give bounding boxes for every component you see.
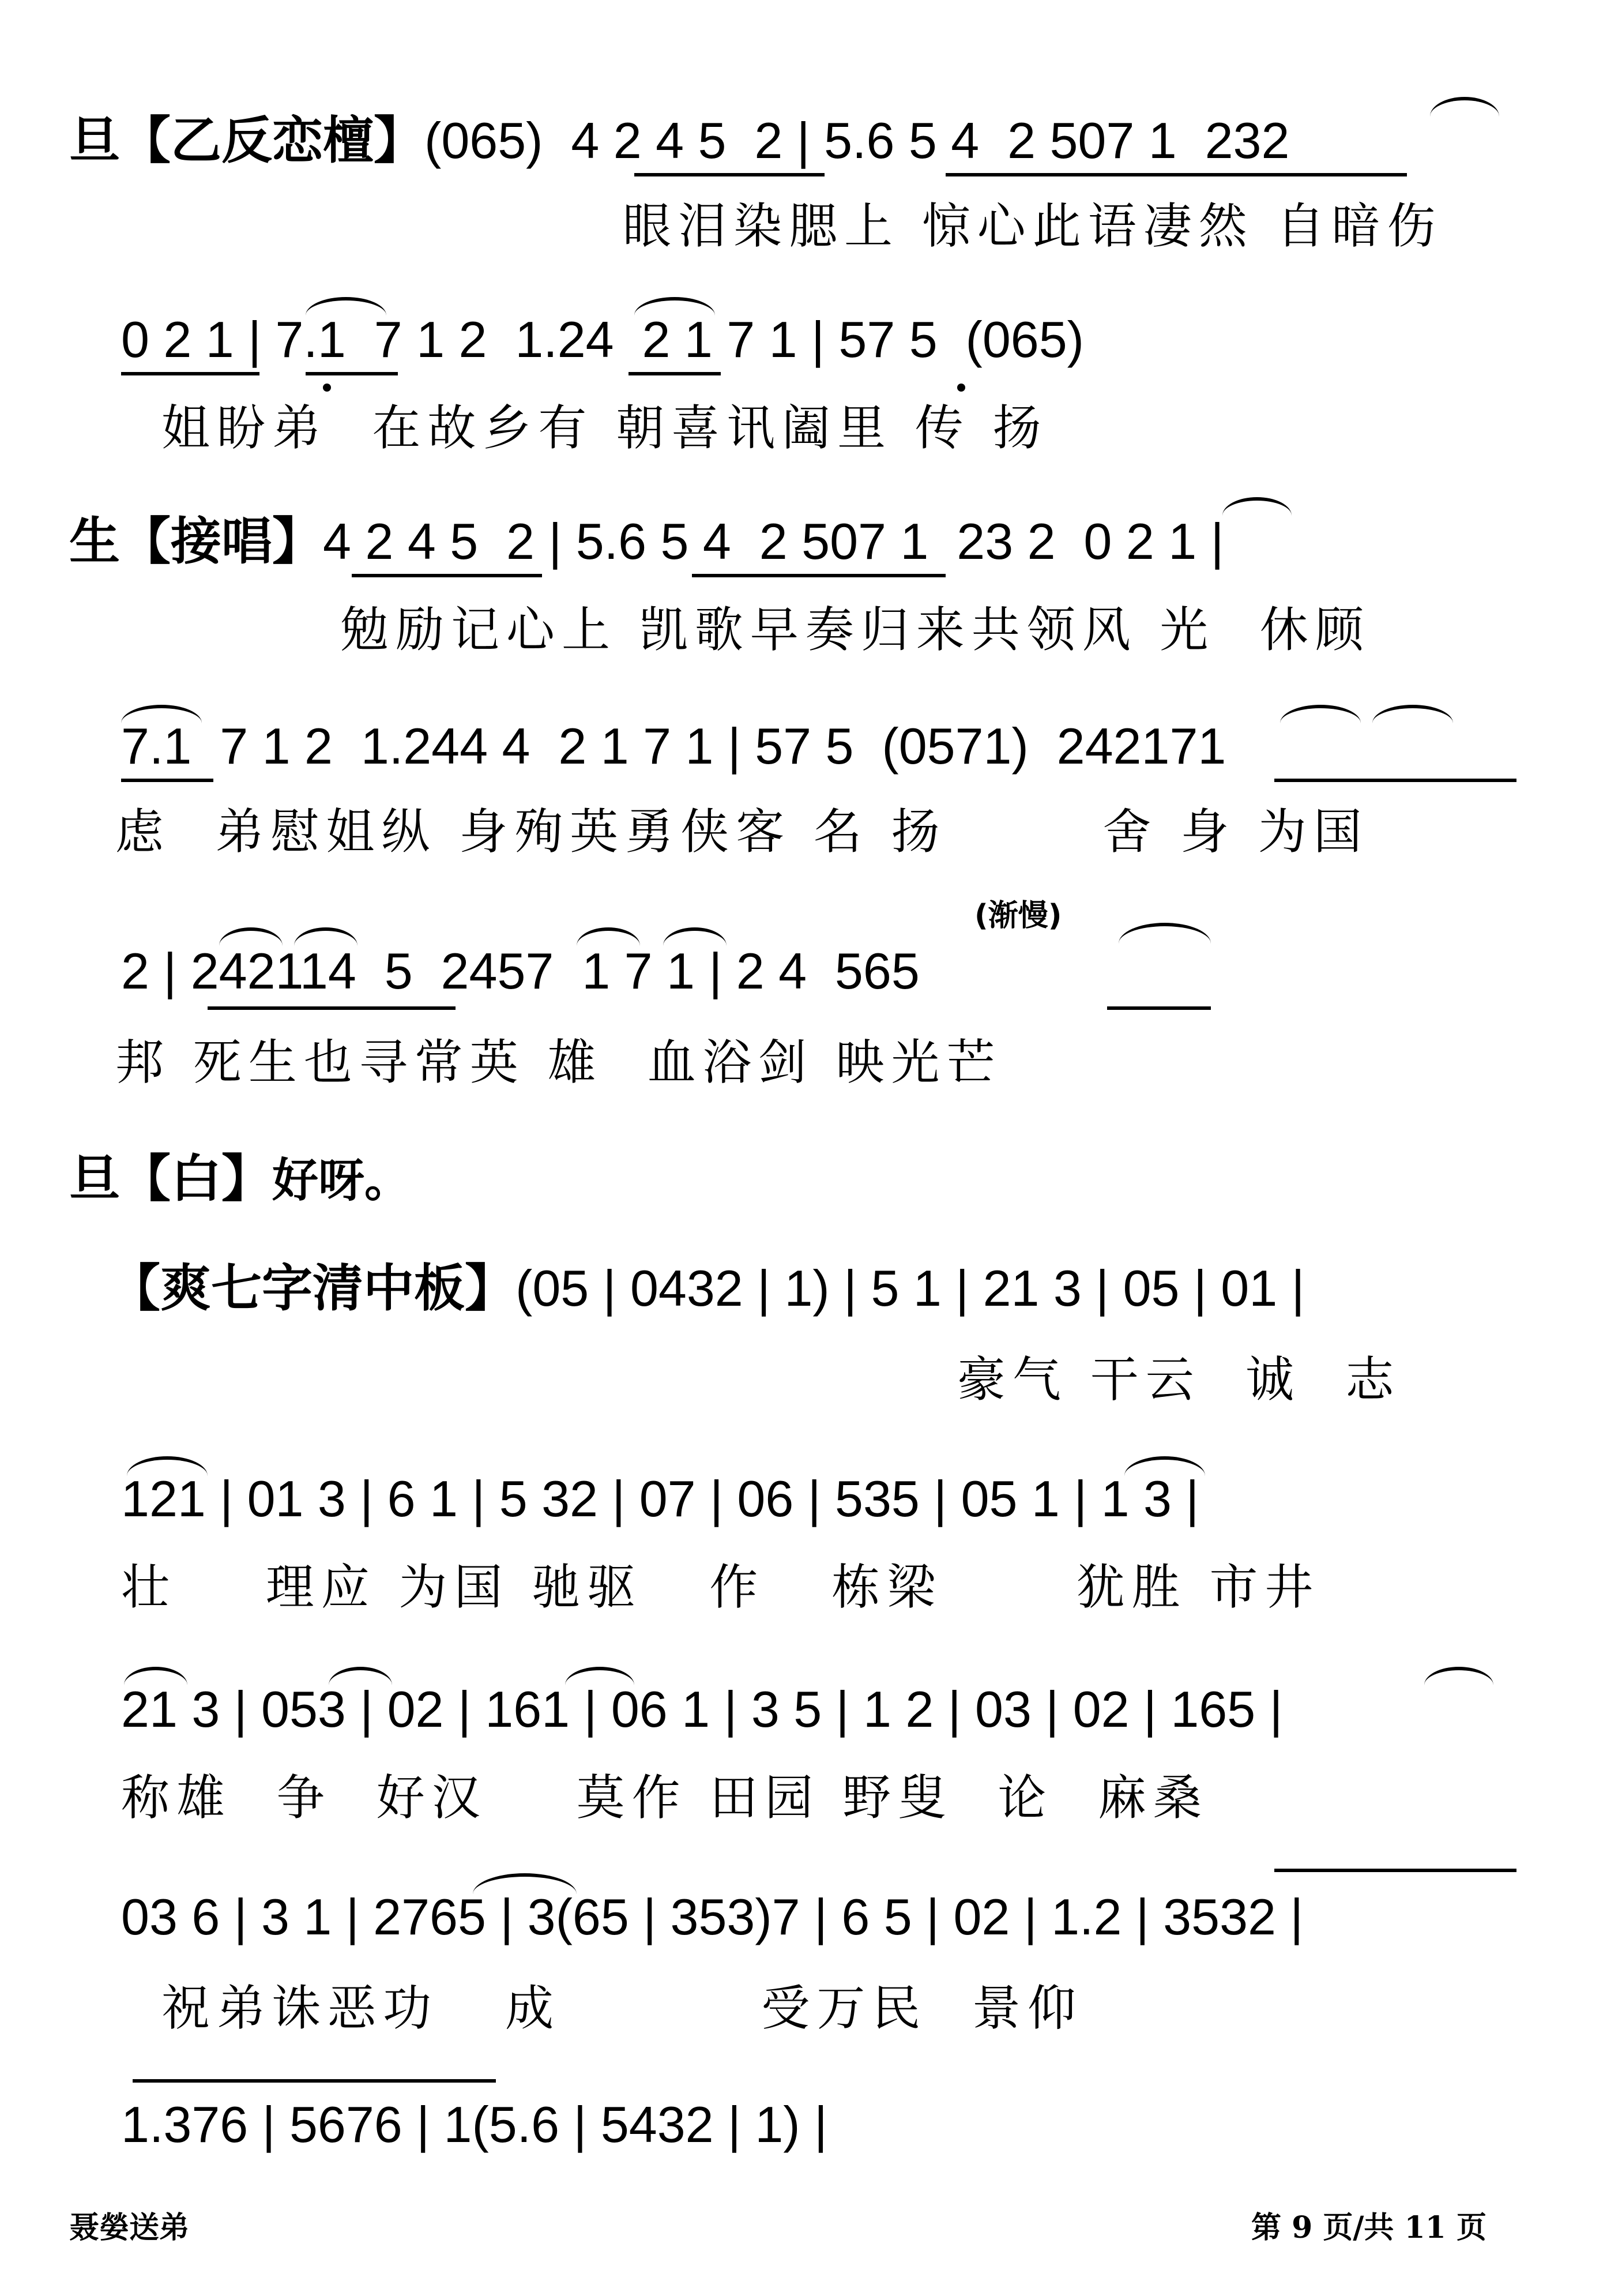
- spoken-line: [69, 1149, 411, 1208]
- slur-mark: [565, 1667, 634, 1685]
- spoken-label: 【白】: [120, 1149, 273, 1208]
- slur-mark: [1372, 705, 1453, 723]
- notation-line-9: 03 6 | 3 1 | 2765 | 3(65 | 353)7 | 6 5 | 02 | 1.2 | 3532 |: [121, 1888, 1304, 1945]
- role-dan: 旦: [69, 1149, 121, 1208]
- slur-mark: [1424, 1667, 1493, 1685]
- notes: 4 2 4 5 2 | 5.6 5 4 2 507 1 23 2 0 2 1 |: [323, 513, 1224, 570]
- rhythm-underline: [306, 372, 398, 375]
- phrase-bracket: [1274, 1869, 1516, 1872]
- lyric-line-5: 邦 死生也寻常英 雄 血浴剑 映光芒: [115, 1034, 1002, 1091]
- slur-mark: [1280, 705, 1361, 723]
- notation-line-6: [110, 1258, 1305, 1318]
- low-octave-dot: [957, 384, 965, 392]
- rhythm-underline: [1107, 1006, 1211, 1010]
- spoken-text: 好呀。: [272, 1153, 411, 1207]
- slur-mark: [294, 927, 357, 946]
- tune-name: 【乙反恋檀】: [120, 111, 425, 170]
- slur-mark: [663, 927, 727, 946]
- lyric-line-4: 虑 弟慰姐纵 身殉英勇侠客 名 扬 舍 身 为国: [115, 803, 1369, 860]
- lyric-line-9: 祝弟诛恶功 成 受万民 景仰: [161, 1980, 1083, 2036]
- slur-mark: [121, 705, 202, 723]
- notes: (05 | 0432 | 1) | 5 1 | 21 3 | 05 | 01 |: [515, 1260, 1305, 1317]
- role-dan: 旦: [69, 111, 121, 170]
- slur-mark: [124, 1667, 187, 1685]
- rhythm-underline: [629, 372, 721, 375]
- rhythm-underline: [692, 574, 946, 577]
- slur-mark: [329, 1667, 392, 1685]
- slur-mark: [127, 1456, 208, 1476]
- slur-mark: [473, 1873, 577, 1894]
- lyric-line-6: 豪气 干云 诚 志: [957, 1351, 1401, 1408]
- notation-line-2: 0 2 1 | 7.1 7 1 2 1.24 2 1 7 1 | 57 5 (065): [121, 311, 1084, 368]
- phrase-bracket: [133, 2079, 496, 2083]
- tempo-mark: (渐慢): [974, 899, 1062, 933]
- rhythm-underline: [121, 372, 259, 375]
- lyric-line-8: 称雄 争 好汉 莫作 田园 野叟 论 麻桑: [121, 1769, 1209, 1826]
- notation-line-10: 1.376 | 5676 | 1(5.6 | 5432 | 1) |: [121, 2096, 827, 2153]
- rhythm-underline: [1176, 173, 1407, 176]
- notation-line-4: 7.1 7 1 2 1.244 4 2 1 7 1 | 57 5 (0571) 242171: [121, 717, 1226, 775]
- tune-name: 【接唱】: [120, 512, 323, 571]
- role-sheng: 生: [69, 512, 121, 571]
- rhythm-underline: [946, 173, 1199, 176]
- footer-title: 聂嫈送弟: [69, 2210, 190, 2245]
- notation-line-3: [69, 512, 1224, 571]
- lyric-line-2: 姐盼弟 在故乡有 朝喜讯阖里 传 扬: [161, 400, 1048, 456]
- notation-line-7: 121 | 01 3 | 6 1 | 5 32 | 07 | 06 | 535 | 05 1 | 1 3 |: [121, 1470, 1199, 1527]
- notes: (065) 4 2 4 5 2 | 5.6 5 4 2 507 1 232: [424, 112, 1290, 169]
- slur-mark: [577, 927, 640, 946]
- rhythm-underline: [634, 173, 825, 176]
- low-octave-dot: [323, 384, 331, 392]
- slur-mark: [1222, 497, 1292, 516]
- notation-line-8: 21 3 | 053 | 02 | 161 | 06 1 | 3 5 | 1 2 | 03 | 02 | 165 |: [121, 1681, 1283, 1738]
- lyric-line-7: 壮 理应 为国 驰驱 作 栋梁 犹胜 市井: [121, 1559, 1320, 1615]
- slur-mark: [1119, 923, 1211, 944]
- slur-mark: [634, 297, 715, 315]
- notation-line-1: [69, 111, 1290, 170]
- rhythm-underline: [121, 779, 213, 782]
- page-number: 第 9 页/共 11 页: [1251, 2210, 1486, 2245]
- lyric-line-3: 勉励记心上 凯歌早奏归来共领风 光 休顾: [340, 602, 1371, 658]
- rhythm-underline: [352, 574, 542, 577]
- slur-mark: [219, 927, 283, 946]
- lyric-line-1: 眼泪染腮上 惊心此语凄然 自暗伤: [623, 198, 1443, 254]
- rhythm-underline: [1274, 779, 1516, 782]
- tune-name: 【爽七字清中板】: [110, 1258, 516, 1318]
- slur-mark: [306, 297, 386, 315]
- rhythm-underline: [208, 1006, 456, 1010]
- notation-line-5: 2 | 242114 5 2457 1 7 1 | 2 4 565: [121, 942, 920, 999]
- slur-mark: [1430, 97, 1499, 117]
- slur-mark: [1124, 1456, 1205, 1476]
